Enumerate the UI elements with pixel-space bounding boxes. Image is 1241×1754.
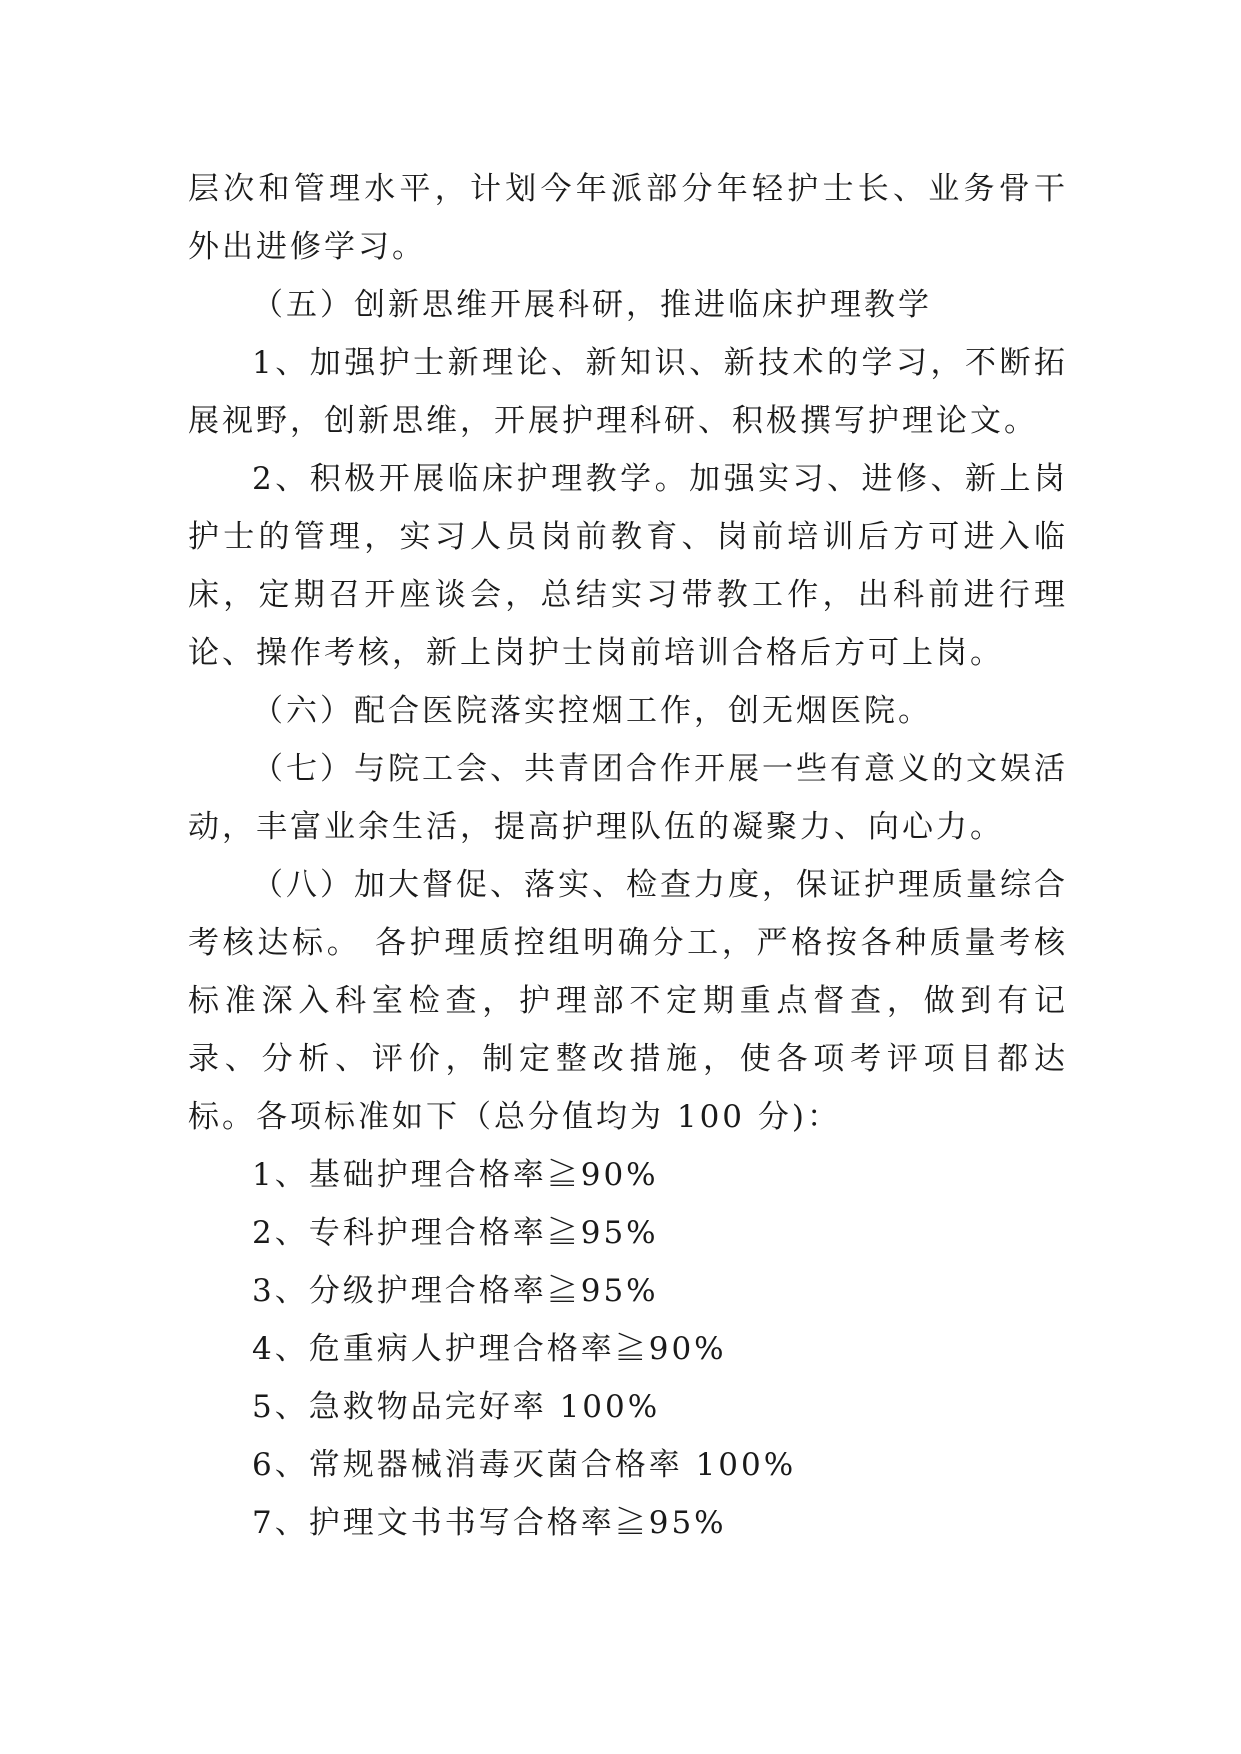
paragraph: 层次和管理水平，计划今年派部分年轻护士长、业务骨干外出进修学习。 xyxy=(188,171,1068,265)
list-item: 4、危重病人护理合格率≧90% xyxy=(252,1331,727,1367)
list-item: 5、急救物品完好率 100% xyxy=(252,1389,661,1425)
list-item: 3、分级护理合格率≧95% xyxy=(252,1273,659,1309)
list-item: 1、基础护理合格率≧90% xyxy=(252,1157,659,1193)
section-heading-six: （六）配合医院落实控烟工作，创无烟医院。 xyxy=(252,693,932,729)
standards-list xyxy=(188,1146,1068,1552)
paragraph: 2、积极开展临床护理教学。加强实习、进修、新上岗护士的管理，实习人员岗前教育、岗前培训后方可进入临床，定期召开座谈会，总结实习带教工作，出科前进行理论、操作考核，新上岗护士岗前培训合格后方可上岗。 xyxy=(188,461,1068,671)
section-heading-five: （五）创新思维开展科研，推进临床护理教学 xyxy=(252,287,932,323)
paragraph: 1、加强护士新理论、新知识、新技术的学习，不断拓展视野，创新思维，开展护理科研、积极撰写护理论文。 xyxy=(188,345,1068,439)
list-item: 2、专科护理合格率≧95% xyxy=(252,1215,659,1251)
document-body xyxy=(188,160,1068,1552)
list-item: 6、常规器械消毒灭菌合格率 100% xyxy=(252,1447,797,1483)
section-heading-seven: （七）与院工会、共青团合作开展一些有意义的文娱活动，丰富业余生活，提高护理队伍的凝聚力、向心力。 xyxy=(188,751,1068,845)
list-item: 7、护理文书书写合格率≧95% xyxy=(252,1505,727,1541)
section-heading-eight: （八）加大督促、落实、检查力度，保证护理质量综合考核达标。 各护理质控组明确分工，严格按各种质量考核标准深入科室检查，护理部不定期重点督查，做到有记录、分析、评价，制定整改措施，使各项考评项目都达标。各项标准如下（总分值均为 100 分)： xyxy=(188,867,1068,1135)
